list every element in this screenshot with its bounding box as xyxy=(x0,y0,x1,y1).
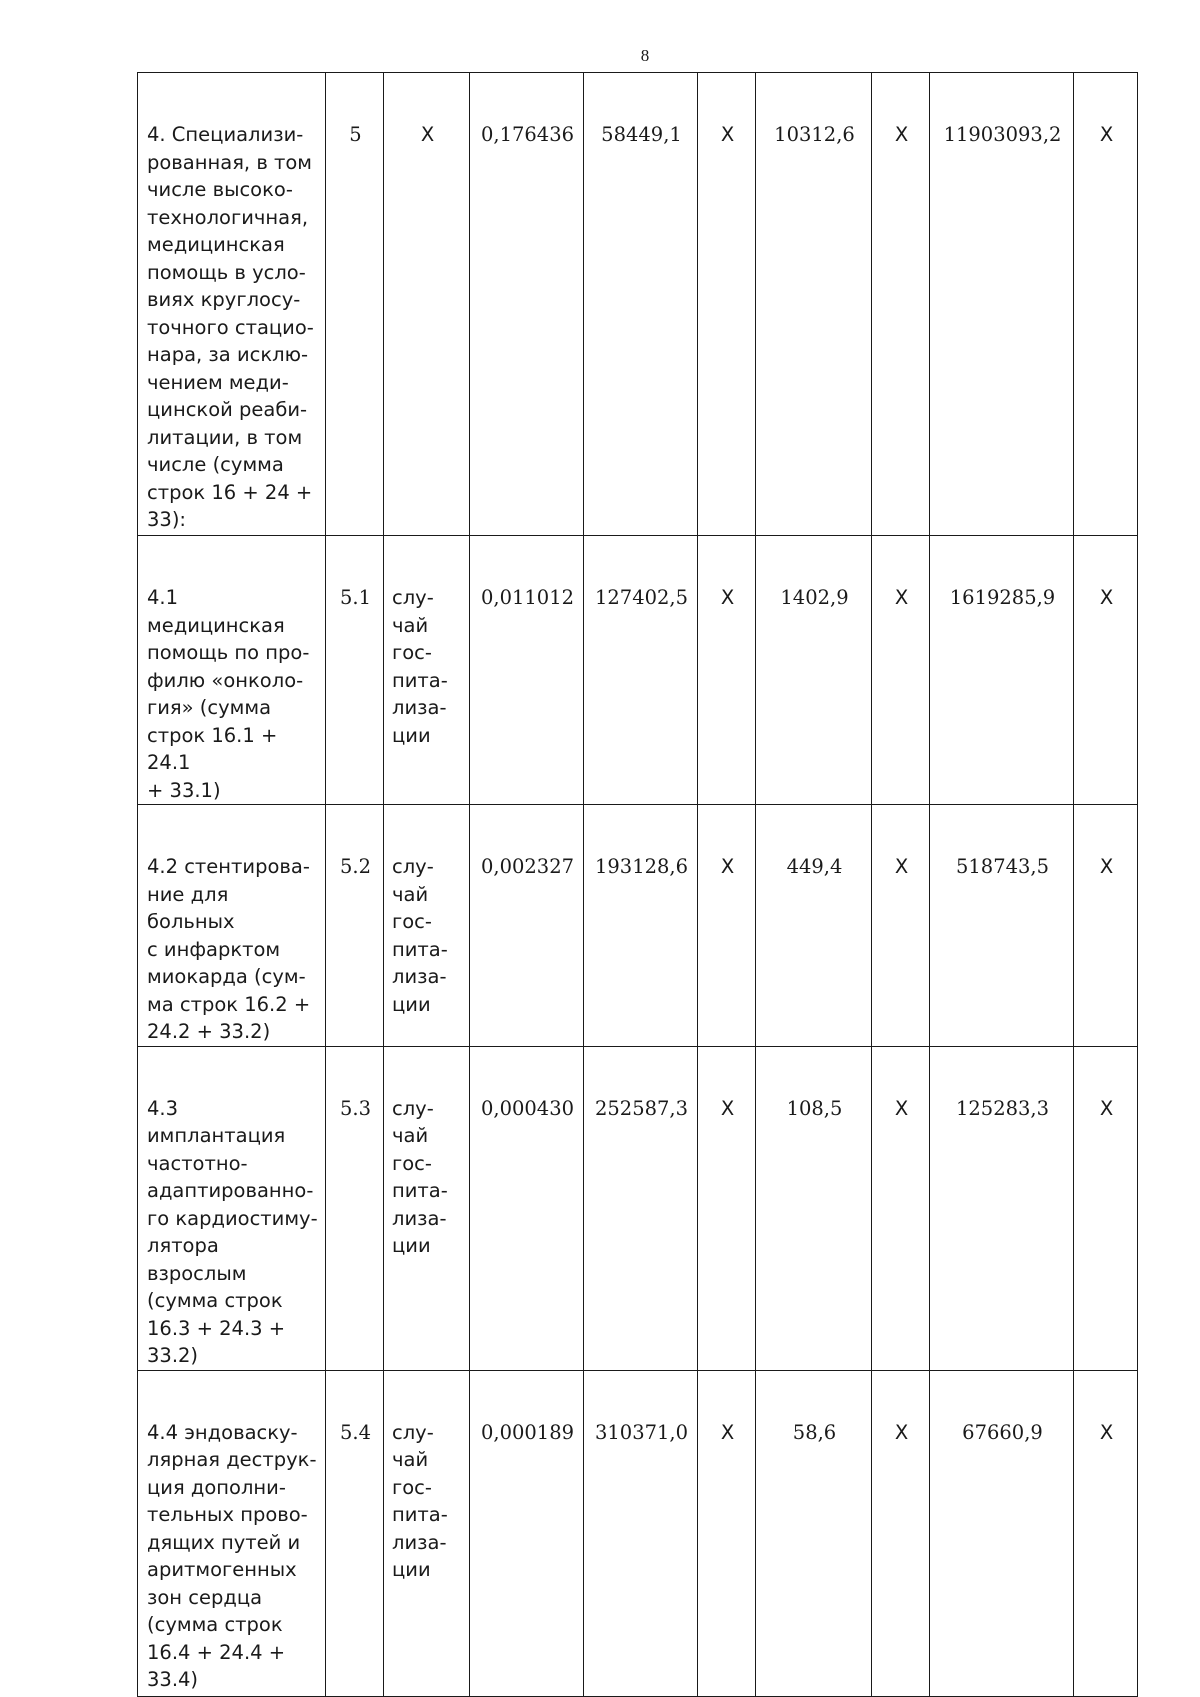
x-mark: X xyxy=(894,123,909,146)
total-value-cell xyxy=(930,73,1074,536)
x-mark: X xyxy=(720,1420,735,1444)
indicator-name-line: числе (сумма xyxy=(147,453,284,476)
unit-of-measure-line: ции xyxy=(392,723,431,747)
total-value-cell xyxy=(930,536,1074,805)
x-mark-cell xyxy=(872,1046,930,1370)
table-row xyxy=(138,536,1138,805)
indicator-name-cell xyxy=(138,805,326,1047)
unit-of-measure-cell xyxy=(384,73,470,536)
indicator-name-line: 33.4) xyxy=(147,1668,199,1691)
row-number: 5.1 xyxy=(339,586,371,609)
unit-of-measure-line: чай xyxy=(392,1448,429,1471)
indicator-name-line: + 33.1) xyxy=(147,778,221,802)
indicator-name-line: гия» (сумма xyxy=(147,696,272,719)
unit-of-measure-line: чай xyxy=(392,882,429,906)
unit-of-measure-cell xyxy=(384,1046,470,1370)
indicator-name-line: 4.3 имплантация xyxy=(147,1096,286,1147)
per-capita-value: 10312,6 xyxy=(774,123,855,146)
cost-norm: 58449,1 xyxy=(601,123,682,146)
volume-norm-cell xyxy=(470,1046,584,1370)
cost-norm-cell xyxy=(584,1370,698,1696)
indicator-name-line: зон сердца xyxy=(147,1585,263,1609)
total-value: 125283,3 xyxy=(955,1096,1050,1120)
unit-of-measure-line: лиза- xyxy=(392,696,447,719)
unit-of-measure-line: X xyxy=(420,123,435,146)
volume-norm: 0,000430 xyxy=(480,1096,575,1120)
indicator-name-line: тельных прово- xyxy=(147,1503,308,1526)
unit-of-measure-line: чай xyxy=(392,613,429,637)
total-value: 11903093,2 xyxy=(943,123,1062,146)
x-mark: X xyxy=(894,1096,909,1120)
x-mark-cell xyxy=(1074,1046,1138,1370)
per-capita-value-cell xyxy=(756,1046,872,1370)
table-body xyxy=(138,73,1138,1697)
unit-of-measure-line: чай xyxy=(392,1124,429,1147)
volume-norm-cell xyxy=(470,73,584,536)
unit-of-measure-line: ции xyxy=(392,1234,431,1257)
x-mark-cell xyxy=(698,73,756,536)
total-value-cell xyxy=(930,805,1074,1047)
per-capita-value: 58,6 xyxy=(792,1420,837,1444)
x-mark: X xyxy=(1099,123,1114,146)
x-mark: X xyxy=(894,855,909,878)
indicator-name-line: технологичная, xyxy=(147,205,309,229)
unit-of-measure-line: пита- xyxy=(392,1179,448,1202)
volume-norm-cell xyxy=(470,536,584,805)
x-mark-cell xyxy=(1074,73,1138,536)
unit-of-measure-line: гос- xyxy=(392,641,432,664)
total-value: 67660,9 xyxy=(962,1420,1043,1444)
x-mark-cell xyxy=(1074,536,1138,805)
indicator-name-line: ма строк 16.2 + xyxy=(147,992,311,1016)
x-mark-cell xyxy=(872,805,930,1047)
indicator-name-line: 4.4 эндоваску- xyxy=(147,1420,298,1444)
x-mark: X xyxy=(894,586,909,609)
unit-of-measure-line: ции xyxy=(392,992,431,1016)
unit-of-measure-line: пита- xyxy=(392,668,448,692)
page-number: 8 xyxy=(640,46,650,65)
indicator-name-line: го кардиостиму- xyxy=(147,1206,318,1230)
indicator-name-line: строк 16.1 + 24.1 xyxy=(147,723,278,774)
indicator-name-cell xyxy=(138,1046,326,1370)
unit-of-measure-line: лиза- xyxy=(392,1206,447,1230)
total-value: 518743,5 xyxy=(955,855,1050,878)
row-number-cell xyxy=(326,805,384,1047)
unit-of-measure-line: ции xyxy=(392,1558,431,1581)
indicator-name-line: помощь в усло- xyxy=(147,260,306,284)
unit-of-measure-line: лиза- xyxy=(392,1530,447,1554)
row-number-cell xyxy=(326,1046,384,1370)
x-mark-cell xyxy=(698,805,756,1047)
indicator-name-line: филю «онколо- xyxy=(147,668,304,692)
indicator-name-line: нара, за исклю- xyxy=(147,343,309,366)
indicator-name-cell xyxy=(138,536,326,805)
row-number: 5.2 xyxy=(339,855,371,878)
row-number: 5.4 xyxy=(339,1420,371,1444)
x-mark-cell xyxy=(1074,1370,1138,1696)
indicator-name-cell xyxy=(138,73,326,536)
indicator-name-line: 16.3 + 24.3 + xyxy=(147,1316,286,1340)
indicator-name-line: 33): xyxy=(147,508,186,531)
indicator-name-line: 4.1 медицинская xyxy=(147,586,285,637)
indicator-name-line: 33.2) xyxy=(147,1344,199,1367)
cost-norm: 252587,3 xyxy=(594,1096,689,1120)
x-mark: X xyxy=(720,123,735,146)
unit-of-measure-line: гос- xyxy=(392,1475,432,1499)
cost-norm-cell xyxy=(584,73,698,536)
volume-norm-cell xyxy=(470,805,584,1047)
total-value-cell xyxy=(930,1046,1074,1370)
unit-of-measure-line: слу- xyxy=(392,586,434,609)
indicator-name-line: числе высоко- xyxy=(147,178,293,201)
indicator-name-line: адаптированно- xyxy=(147,1179,314,1202)
indicator-name-line: ние для больных xyxy=(147,882,235,933)
indicator-name-line: (сумма строк xyxy=(147,1289,283,1312)
x-mark-cell xyxy=(698,1046,756,1370)
per-capita-value: 1402,9 xyxy=(780,586,849,609)
per-capita-value-cell xyxy=(756,1370,872,1696)
row-number-cell xyxy=(326,536,384,805)
x-mark-cell xyxy=(698,536,756,805)
x-mark: X xyxy=(720,586,735,609)
volume-norm: 0,176436 xyxy=(480,123,575,146)
unit-of-measure-line: пита- xyxy=(392,937,448,961)
unit-of-measure-line: слу- xyxy=(392,1420,434,1444)
unit-of-measure-cell xyxy=(384,805,470,1047)
total-value-cell xyxy=(930,1370,1074,1696)
x-mark: X xyxy=(720,1096,735,1120)
volume-norm: 0,000189 xyxy=(480,1420,575,1444)
x-mark-cell xyxy=(872,1370,930,1696)
row-number-cell xyxy=(326,73,384,536)
table-row xyxy=(138,1370,1138,1696)
row-number-cell xyxy=(326,1370,384,1696)
unit-of-measure-cell xyxy=(384,536,470,805)
x-mark-cell xyxy=(872,73,930,536)
per-capita-value-cell xyxy=(756,805,872,1047)
x-mark-cell xyxy=(872,536,930,805)
table-row xyxy=(138,805,1138,1047)
unit-of-measure-line: гос- xyxy=(392,1151,432,1175)
per-capita-value-cell xyxy=(756,73,872,536)
indicator-name-line: медицинская xyxy=(147,233,285,256)
cost-norm-cell xyxy=(584,805,698,1047)
indicator-name-line: (сумма строк xyxy=(147,1613,283,1636)
x-mark: X xyxy=(1099,586,1114,609)
volume-norm: 0,002327 xyxy=(480,855,575,878)
per-capita-value: 449,4 xyxy=(786,855,843,878)
cost-norm: 127402,5 xyxy=(594,586,689,609)
indicator-name-line: частотно- xyxy=(147,1151,248,1175)
indicator-name-line: дящих путей и xyxy=(147,1530,301,1554)
x-mark-cell xyxy=(1074,805,1138,1047)
indicator-name-line: 24.2 + 33.2) xyxy=(147,1020,271,1043)
row-number: 5 xyxy=(349,123,362,146)
indicator-name-line: строк 16 + 24 + xyxy=(147,480,313,504)
indicator-name-line: точного стацио- xyxy=(147,315,314,339)
indicator-name-line: ция дополни- xyxy=(147,1475,286,1499)
unit-of-measure-line: слу- xyxy=(392,855,434,878)
data-table xyxy=(137,72,1138,1697)
indicator-name-line: 16.4 + 24.4 + xyxy=(147,1640,286,1664)
indicator-name-cell xyxy=(138,1370,326,1696)
indicator-name-line: рованная, в том xyxy=(147,150,313,174)
per-capita-value-cell xyxy=(756,536,872,805)
x-mark: X xyxy=(720,855,735,878)
per-capita-value: 108,5 xyxy=(786,1096,843,1120)
unit-of-measure-cell xyxy=(384,1370,470,1696)
indicator-name-line: цинской реаби- xyxy=(147,398,308,421)
total-value: 1619285,9 xyxy=(949,586,1056,609)
cost-norm: 310371,0 xyxy=(594,1420,689,1444)
indicator-name-line: лярная деструк- xyxy=(147,1448,317,1471)
table-row xyxy=(138,1046,1138,1370)
row-number: 5.3 xyxy=(339,1096,371,1120)
unit-of-measure-line: лиза- xyxy=(392,965,447,988)
unit-of-measure-line: слу- xyxy=(392,1096,434,1120)
x-mark: X xyxy=(1099,1096,1114,1120)
indicator-name-line: 4.2 стентирова- xyxy=(147,855,310,878)
unit-of-measure-line: гос- xyxy=(392,910,432,933)
cost-norm: 193128,6 xyxy=(594,855,689,878)
indicator-name-line: лятора взрослым xyxy=(147,1234,247,1285)
indicator-name-line: аритмогенных xyxy=(147,1558,297,1581)
indicator-name-line: чением меди- xyxy=(147,370,289,394)
indicator-name-line: помощь по про- xyxy=(147,641,310,664)
x-mark: X xyxy=(1099,1420,1114,1444)
cost-norm-cell xyxy=(584,1046,698,1370)
volume-norm: 0,011012 xyxy=(480,586,575,609)
table-row xyxy=(138,73,1138,536)
volume-norm-cell xyxy=(470,1370,584,1696)
cost-norm-cell xyxy=(584,536,698,805)
x-mark-cell xyxy=(698,1370,756,1696)
unit-of-measure-line: пита- xyxy=(392,1503,448,1526)
indicator-name-line: с инфарктом xyxy=(147,937,281,961)
x-mark: X xyxy=(894,1420,909,1444)
indicator-name-line: 4. Специализи- xyxy=(147,123,304,146)
indicator-name-line: литации, в том xyxy=(147,425,303,449)
indicator-name-line: виях круглосу- xyxy=(147,288,301,311)
indicator-name-line: миокарда (сум- xyxy=(147,965,306,988)
x-mark: X xyxy=(1099,855,1114,878)
